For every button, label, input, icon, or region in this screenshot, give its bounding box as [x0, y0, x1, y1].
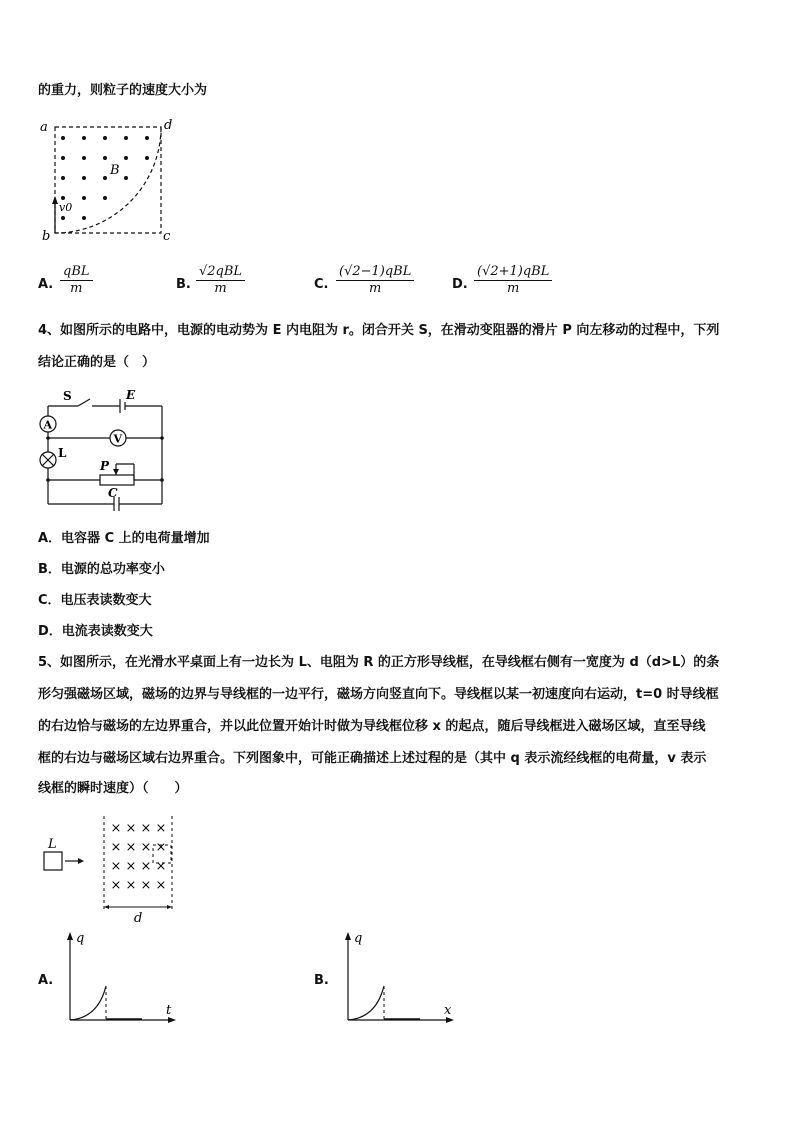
field-mark: ×: [155, 859, 167, 874]
label-switch-S: S: [63, 389, 72, 403]
field-mark: ×: [155, 840, 167, 855]
q5-stem-line-5: 线框的瞬时速度）（ ）: [38, 781, 188, 796]
label-d: d: [164, 118, 173, 133]
graph-a-ylabel: q: [76, 931, 85, 946]
field-mark: ×: [140, 821, 152, 836]
graph-b-ylabel: q: [354, 931, 363, 946]
ammeter-symbol: A: [43, 418, 53, 432]
label-field-B: B: [110, 163, 120, 178]
field-mark: ×: [110, 878, 122, 893]
graph-a-xlabel: t: [166, 1003, 172, 1018]
q3-option-a: A.: [38, 277, 54, 292]
field-mark: ×: [140, 859, 152, 874]
label-v0: v0: [59, 201, 73, 214]
field-mark: ×: [125, 821, 137, 836]
q5-stem-line-1: 5、如图所示，在光滑水平桌面上有一边长为 L、电阻为 R 的正方形导线框，在导线框右侧有一宽度为 d（d>L）的条: [38, 655, 720, 670]
q5-graph-a-letter: A.: [38, 973, 54, 988]
q5-stem-line-2: 形匀强磁场区域，磁场的边界与导线框的一边平行，磁场方向竖直向下。导线框以某一初速度向右运动，t=0 时导线框: [38, 687, 719, 702]
label-slider-P: P: [100, 459, 110, 473]
q3-option-a-fraction: qBL m: [60, 264, 93, 297]
q5-graph-b: [338, 928, 462, 1030]
q4-stem-line-1: 4、如图所示的电路中，电源的电动势为 E 内电阻为 r。闭合开关 S，在滑动变阻器的滑片 P 向左移动的过程中，下列: [38, 323, 720, 338]
field-mark: ×: [155, 878, 167, 893]
q4-option-c: C．电压表读数变大: [38, 593, 152, 608]
field-mark: ×: [155, 821, 167, 836]
label-capacitor-C: C: [108, 486, 118, 500]
label-emf-E: E: [126, 388, 136, 402]
q5-stem-line-3: 的右边恰与磁场的左边界重合，并以此位置开始计时做为导线框位移 x 的起点，随后导线框进入磁场区域，直至导线: [38, 719, 706, 734]
q4-stem-line-2: 结论正确的是（ ）: [38, 355, 156, 370]
label-width-d: d: [134, 911, 143, 924]
q5-loop-field-figure: [36, 812, 186, 924]
label-b: b: [42, 229, 51, 244]
label-side-L: L: [48, 837, 57, 852]
q5-graph-b-letter: B.: [314, 973, 329, 988]
label-a: a: [40, 120, 48, 135]
q3-option-c-fraction: (√2−1)qBL m: [336, 264, 414, 297]
q4-circuit-figure: [36, 384, 172, 512]
q3-stem-tail: 的重力，则粒子的速度大小为: [38, 83, 208, 98]
q3-magnetic-field-figure: [36, 114, 178, 244]
voltmeter-symbol: V: [113, 432, 123, 446]
field-mark: ×: [140, 878, 152, 893]
q3-option-d-fraction: (√2+1)qBL m: [474, 264, 552, 297]
q3-option-d: D.: [452, 277, 468, 292]
field-mark: ×: [140, 840, 152, 855]
label-lamp-L: L: [58, 446, 67, 460]
label-c: c: [163, 229, 171, 244]
field-mark: ×: [110, 821, 122, 836]
q5-graph-a: [60, 928, 184, 1030]
field-mark: ×: [125, 859, 137, 874]
q3-option-c: C.: [314, 277, 329, 292]
q3-option-b-fraction: √2qBL m: [196, 264, 245, 297]
q4-option-b: B．电源的总功率变小: [38, 562, 165, 577]
q3-option-b: B.: [176, 277, 191, 292]
field-mark: ×: [125, 878, 137, 893]
field-mark: ×: [110, 859, 122, 874]
q5-stem-line-4: 框的右边与磁场区域右边界重合。下列图象中，可能正确描述上述过程的是（其中 q 表示流经线框的电荷量，v 表示: [38, 751, 707, 766]
field-mark: ×: [110, 840, 122, 855]
graph-b-xlabel: x: [444, 1003, 452, 1018]
q4-option-d: D．电流表读数变大: [38, 624, 153, 639]
field-mark: ×: [125, 840, 137, 855]
q4-option-a: A．电容器 C 上的电荷量增加: [38, 531, 210, 546]
